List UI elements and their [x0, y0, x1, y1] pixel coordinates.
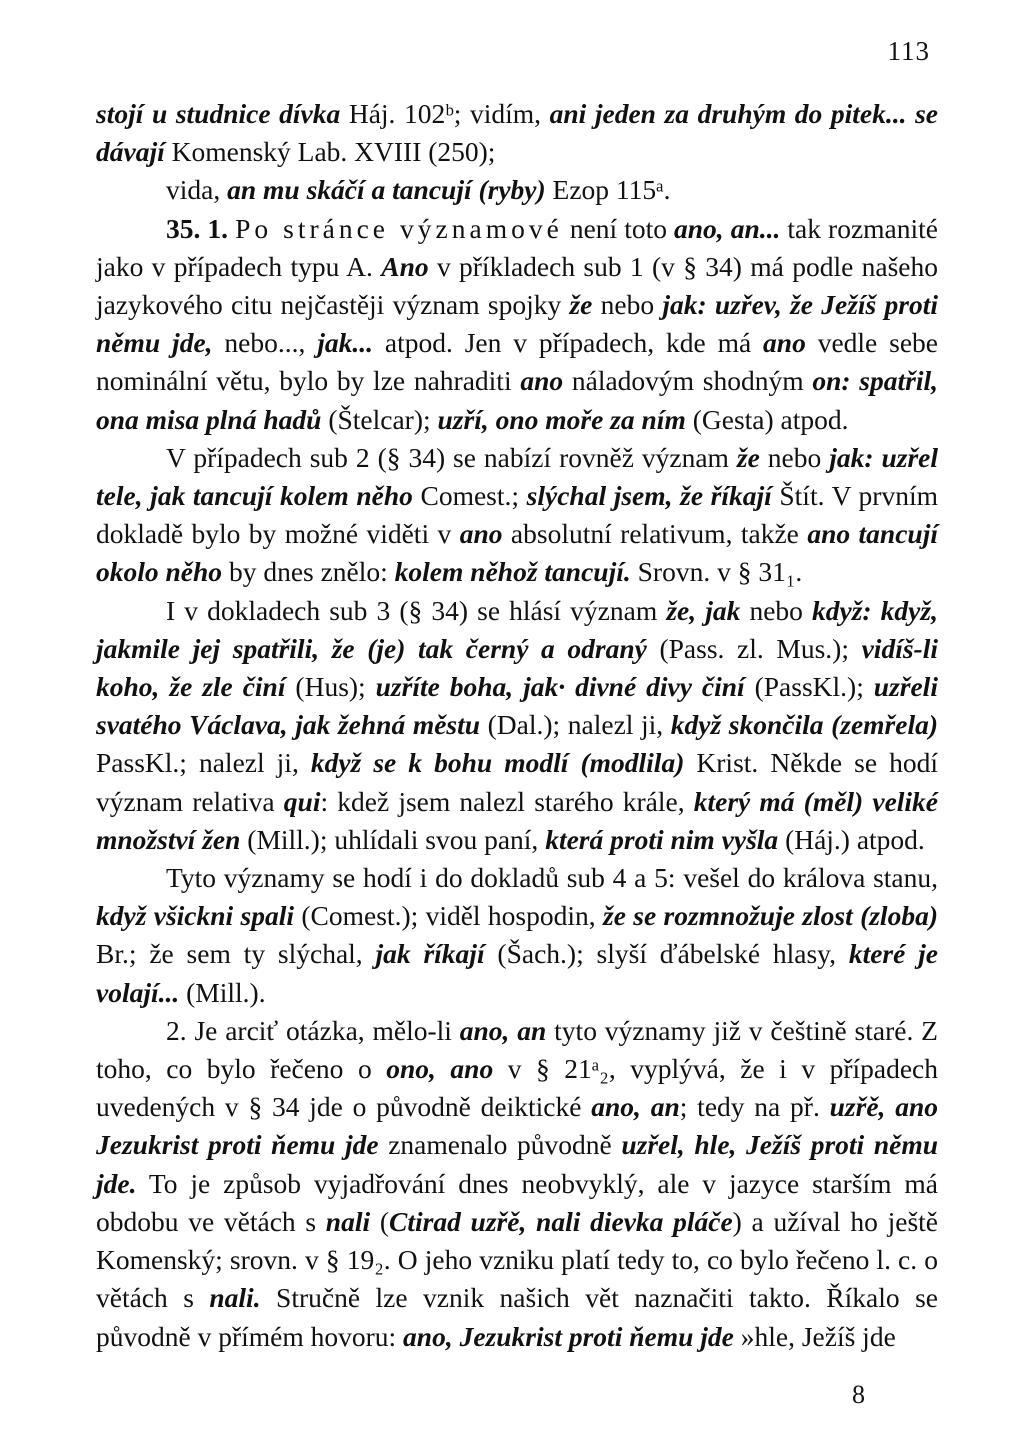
italic-example: jak...: [317, 327, 373, 359]
text-run: nebo: [740, 594, 813, 626]
text-run: V případech sub 2 (§ 34) se nabízí rovněž význam: [166, 441, 737, 473]
italic-example: an mu skáčí a tancují (ryby): [227, 174, 546, 206]
text-run: nebo: [592, 289, 663, 321]
italic-example: nali.: [209, 1282, 261, 1314]
italic-example: že: [736, 441, 760, 473]
text-run: (Šach.); slyší ďábelské hlasy,: [484, 938, 849, 970]
text-run: (Comest.); viděl hospodin,: [294, 900, 603, 932]
italic-example: Ano: [381, 250, 429, 282]
text-run: (Dal.); nalezl ji,: [480, 709, 671, 741]
italic-example: uzřeli svatého Václava, jak žehná městu: [96, 671, 938, 741]
text-run: Ezop 115ᵃ.: [545, 174, 671, 206]
text-run: by dnes znělo:: [222, 556, 395, 588]
page-number: 113: [887, 36, 930, 66]
text-run: Br.; že sem ty slýchal,: [96, 938, 376, 970]
paragraph-p2: [96, 171, 938, 209]
text-run: v příkladech sub 1 (v § 34) má podle našeho jazykového citu nejčastěji význam spojky: [96, 250, 938, 321]
text-run: Tyto významy se hodí i do dokladů sub 4 a 5: vešel do králova stanu,: [166, 862, 938, 894]
text-run: ; tedy na př.: [679, 1091, 830, 1123]
italic-example: ano: [520, 365, 564, 397]
text-run: (Pass. zl. Mus.);: [646, 632, 862, 664]
text-run: tyto významy již v češtině staré. Z toho, co bylo řečeno o: [96, 1014, 938, 1085]
italic-example: že, jak: [666, 594, 741, 626]
text-run: To je způsob vyjadřování dnes neobvyklý, ale v jazyce starším má obdobu ve větách s: [96, 1167, 938, 1237]
italic-example: uzřě, ano Jezukrist proti ňemu jde: [96, 1091, 938, 1161]
italic-example: jak: uzřev, že Ježíš proti němu jde,: [96, 289, 938, 359]
italic-example: stojí u studnice dívka: [96, 98, 341, 129]
text-run: nebo: [759, 441, 830, 473]
paragraph-p4: [96, 439, 938, 592]
text-run: (Mill.).: [179, 976, 266, 1008]
text-run: (Hus);: [285, 671, 376, 703]
italic-example: ano: [459, 518, 503, 550]
text-run: : kdež jsem nalezl starého krále,: [320, 785, 694, 817]
italic-example: jak říkají: [375, 938, 485, 970]
italic-example: když skončila (zemřela): [670, 709, 938, 741]
italic-example: který má (měl) veliké množství žen: [96, 785, 939, 855]
italic-example: nali: [325, 1205, 371, 1237]
text-run: [907, 98, 916, 129]
text-run: (: [370, 1205, 390, 1237]
italic-example: uzříte boha, jak· divné divy činí: [375, 671, 745, 703]
text-run: (Háj.) atpod.: [778, 823, 925, 855]
paragraph-p3: [96, 210, 938, 439]
italic-example: které je volají...: [96, 938, 938, 1008]
text-run: vedle sebe nominální větu, bylo by lze nahraditi: [96, 327, 938, 397]
text-run: není toto: [562, 212, 675, 244]
text-run: vida,: [166, 174, 228, 206]
italic-example: qui: [283, 785, 321, 817]
text-run: (Mill.); uhlídali svou paní,: [240, 823, 546, 855]
text-run: (Štelcar);: [321, 403, 438, 435]
text-run: 35. 1.: [166, 212, 236, 244]
italic-example: že: [569, 289, 593, 321]
italic-example: ano tancují okolo něho: [96, 518, 939, 588]
body-text: [96, 95, 938, 1356]
text-run: Štít. V prvním dokladě bylo by možné viděti v: [96, 480, 938, 550]
paragraph-p6: [96, 859, 938, 1012]
text-run: znamenalo původně: [378, 1129, 622, 1161]
text-run: absolutní relativum, takže: [502, 518, 808, 550]
text-run: Háj. 102ᵇ; vidím,: [340, 98, 550, 129]
italic-example: když: když, jakmile jej spatřili, že (je) tak černý a odraný: [96, 594, 938, 664]
text-run: tak rozmanité jako v případech typu A.: [96, 212, 938, 282]
italic-example: uzřel, hle, Ježíš proti němu jde.: [96, 1129, 938, 1199]
text-run: Srovn. v § 31₁.: [630, 556, 803, 588]
italic-example: slýchal jsem, že říkají: [526, 480, 772, 512]
text-run: Comest.;: [412, 480, 527, 512]
paragraph-p7: [96, 1012, 938, 1356]
italic-example: ono, ano: [386, 1053, 494, 1085]
text-run: (Gesta) atpod.: [685, 403, 849, 435]
text-run: atpod. Jen v případech, kde má: [373, 327, 764, 359]
italic-example: ani jeden za druhým do pitek...: [549, 98, 907, 129]
italic-example: vidíš-li koho, že zle činí: [96, 632, 938, 703]
text-run: »hle, Ježíš jde: [733, 1320, 896, 1352]
text-run: v § 21ᵃ₂, vyplývá, že i v případech uvedených v § 34 jde o původně deiktické: [96, 1053, 938, 1123]
italic-example: se dávají: [96, 98, 939, 168]
italic-example: on: spatřil, ona misa plná hadů: [96, 365, 938, 435]
text-run: Komenský Lab. XVIII (250);: [164, 136, 496, 168]
italic-example: že se rozmnožuje zlost (zloba): [603, 900, 938, 932]
text-run: Stručně lze vznik našich vět naznačiti takto. Říkalo se původně v přímém hovoru:: [96, 1282, 938, 1352]
text-run: ) a užíval ho ještě Komenský; srovn. v § 19₂. O jeho vzniku platí tedy to, co bylo řečeno l. c. o větách s: [96, 1205, 938, 1314]
text-run: 2. Je arciť otázka, mělo-li: [166, 1014, 460, 1046]
signature-mark: 8: [852, 1380, 865, 1409]
italic-example: jak: uzřel tele, jak tancují kolem něho: [96, 441, 938, 512]
italic-example: ano, an: [591, 1091, 680, 1123]
text-run: Po stránce významové: [235, 212, 563, 244]
text-run: Krist. Někde se hodí význam relativa: [96, 747, 939, 817]
italic-example: ano: [763, 327, 806, 359]
italic-example: kolem něhož tancují.: [394, 556, 631, 588]
italic-example: když všickni spali: [96, 900, 295, 932]
italic-example: když se k bohu modlí (modlila): [310, 747, 685, 779]
paragraph-p1: [96, 95, 938, 171]
italic-example: uzří, ono moře za ním: [437, 403, 686, 435]
italic-example: ano, an...: [674, 212, 781, 244]
italic-example: která proti nim vyšla: [545, 823, 779, 855]
text-run: nebo...,: [212, 327, 318, 359]
italic-example: ano, an: [459, 1014, 547, 1046]
italic-example: Ctirad uzřě, nali dievka pláče: [389, 1205, 733, 1237]
text-run: (PassKl.);: [744, 671, 874, 703]
text-run: I v dokladech sub 3 (§ 34) se hlásí význam: [166, 594, 667, 626]
paragraph-p5: [96, 592, 938, 859]
italic-example: ano, Jezukrist proti ňemu jde: [403, 1320, 734, 1352]
text-run: náladovým shodným: [563, 365, 813, 397]
text-run: PassKl.; nalezl ji,: [96, 747, 311, 779]
